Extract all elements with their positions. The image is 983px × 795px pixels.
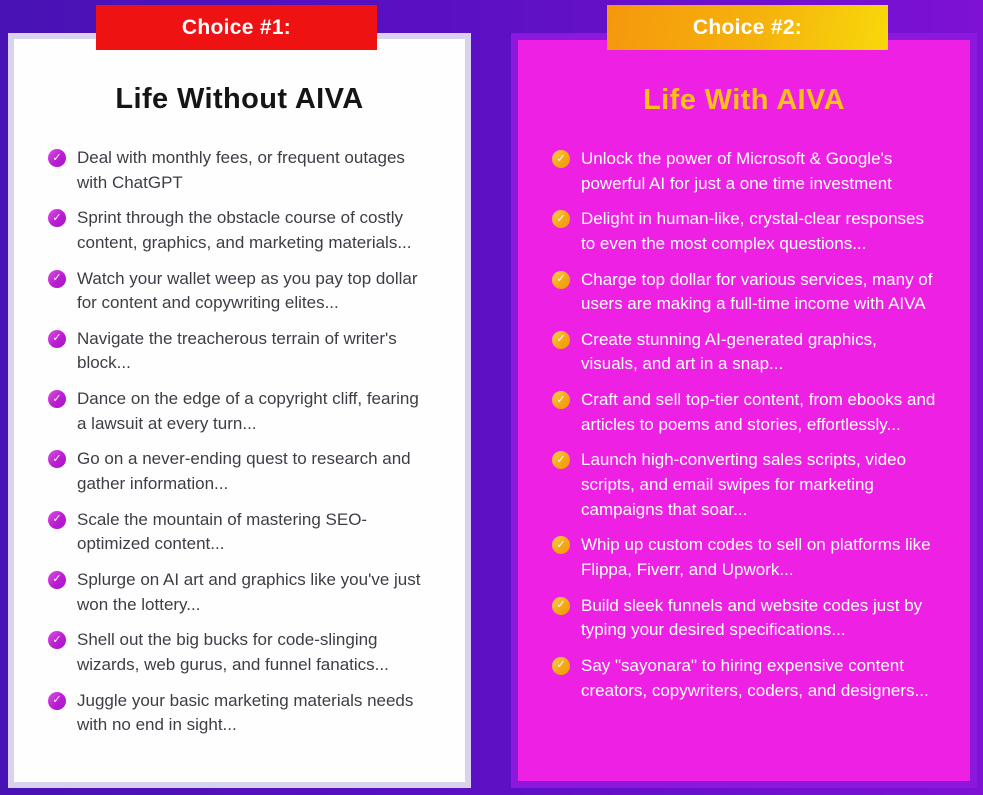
- list-item: [552, 147, 936, 196]
- list-item: [48, 387, 431, 436]
- list-item: [552, 448, 936, 522]
- list-item: [552, 207, 936, 256]
- list-item: [48, 568, 431, 617]
- check-icon: ✓: [48, 631, 66, 649]
- list-item: [48, 508, 431, 557]
- check-icon: ✓: [552, 536, 570, 554]
- check-icon: ✓: [552, 271, 570, 289]
- right-card-title: Life With AIVA: [643, 84, 845, 116]
- list-item-text: Whip up custom codes to sell on platforms like Flippa, Fiverr, and Upwork...: [581, 535, 931, 579]
- list-item: [48, 628, 431, 677]
- choice-1-badge-label: Choice #1:: [181, 15, 292, 39]
- check-icon: ✓: [48, 571, 66, 589]
- check-icon: ✓: [48, 209, 66, 227]
- list-item-text: Go on a never-ending quest to research and gather information...: [77, 449, 411, 494]
- check-icon: ✓: [48, 149, 66, 167]
- choice-2-badge: [607, 5, 888, 50]
- list-item-text: Navigate the treacherous terrain of writer's block...: [77, 328, 397, 373]
- list-item-text: Say "sayonara" to hiring expensive content creators, copywriters, coders, and designers...: [581, 655, 929, 700]
- list-item-text: Deal with monthly fees, or frequent outages with ChatGPT: [77, 148, 405, 192]
- life-without-aiva-card: [8, 33, 471, 788]
- list-item: [48, 206, 431, 255]
- check-icon: ✓: [552, 657, 570, 675]
- list-item-text: Shell out the big bucks for code-slinging wizards, web gurus, and funnel fanatics...: [77, 630, 389, 674]
- list-item-text: Scale the mountain of mastering SEO-optimized content...: [77, 509, 368, 554]
- list-item: [552, 654, 936, 703]
- left-card-title: Life Without AIVA: [115, 83, 364, 115]
- list-item-text: Launch high-converting sales scripts, video scripts, and email swipes for marketing campaigns that soar...: [581, 450, 907, 519]
- list-item: [48, 689, 431, 738]
- check-icon: ✓: [48, 330, 66, 348]
- check-icon: ✓: [48, 450, 66, 468]
- list-item-text: Dance on the edge of a copyright cliff, fearing a lawsuit at every turn...: [77, 389, 419, 433]
- list-item-text: Build sleek funnels and website codes just by typing your desired specifications...: [581, 595, 923, 640]
- check-icon: ✓: [48, 692, 66, 710]
- check-icon: ✓: [552, 331, 570, 349]
- list-item: [552, 533, 936, 582]
- choice-1-badge: [96, 5, 377, 50]
- list-item-text: Splurge on AI art and graphics like you've just won the lottery...: [77, 569, 421, 614]
- check-icon: ✓: [552, 391, 570, 409]
- check-icon: ✓: [552, 451, 570, 469]
- list-item: [48, 146, 431, 195]
- choice-2-badge-label: Choice #2:: [692, 15, 803, 39]
- list-item: [552, 268, 936, 317]
- list-item-text: Watch your wallet weep as you pay top dollar for content and copywriting elites...: [77, 268, 418, 313]
- list-item: [48, 327, 431, 376]
- list-item-text: Craft and sell top-tier content, from ebooks and articles to poems and stories, effortlessly...: [581, 390, 936, 434]
- list-item-text: Charge top dollar for various services, many of users are making a full-time income with AIVA: [581, 269, 933, 314]
- list-item: [552, 328, 936, 377]
- list-item-text: Delight in human-like, crystal-clear responses to even the most complex questions...: [581, 209, 924, 253]
- check-icon: ✓: [48, 511, 66, 529]
- check-icon: ✓: [48, 270, 66, 288]
- life-with-aiva-card: [511, 33, 977, 788]
- right-benefits-list: [552, 147, 936, 703]
- list-item: [48, 267, 431, 316]
- list-item-text: Create stunning AI-generated graphics, visuals, and art in a snap...: [581, 329, 877, 374]
- left-benefits-list: [48, 146, 431, 738]
- list-item-text: Juggle your basic marketing materials needs with no end in sight...: [77, 690, 414, 735]
- check-icon: ✓: [48, 390, 66, 408]
- check-icon: ✓: [552, 210, 570, 228]
- list-item: [552, 388, 936, 437]
- list-item: [48, 447, 431, 496]
- list-item: [552, 594, 936, 643]
- check-icon: ✓: [552, 597, 570, 615]
- check-icon: ✓: [552, 150, 570, 168]
- list-item-text: Sprint through the obstacle course of costly content, graphics, and marketing materials...: [77, 208, 412, 252]
- list-item-text: Unlock the power of Microsoft & Google's powerful AI for just a one time investment: [581, 149, 893, 193]
